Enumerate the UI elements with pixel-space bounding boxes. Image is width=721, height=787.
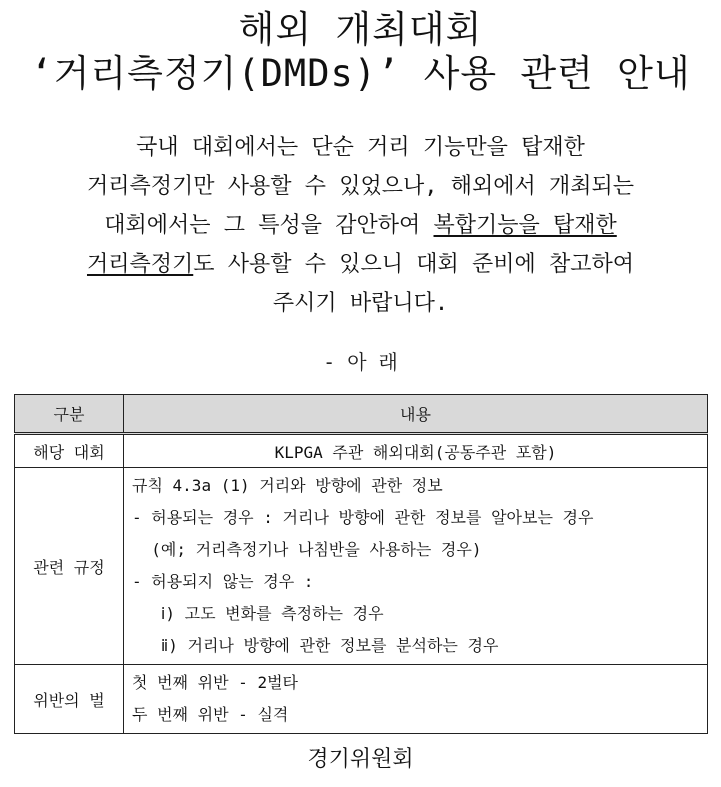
rule-line: ⅰ) 고도 변화를 측정하는 경우 (132, 604, 384, 623)
penalty-line: 두 번째 위반 - 실격 (132, 705, 289, 724)
section-mark: - 아 래 (323, 350, 398, 374)
intro-line-4-text: 도 사용할 수 있으니 대회 준비에 참고하여 (193, 252, 635, 277)
document-title-line-2: ‘거리측정기(DMDs)’ 사용 관련 안내 (30, 52, 691, 95)
rule-line: - 허용되는 경우 : 거리나 방향에 관한 정보를 알아보는 경우 (132, 508, 594, 527)
intro-highlight-multifunction: 복합기능을 탑재한 (433, 213, 617, 238)
target-event-text: KLPGA 주관 해외대회(공동주관 포함) (274, 442, 557, 462)
rule-line: - 허용되지 않는 경우 : (132, 572, 314, 591)
row-content-target-event (124, 434, 708, 468)
header-category: 구분 (15, 395, 124, 434)
intro-paragraph (0, 128, 721, 323)
document-title-line-1: 해외 개최대회 (238, 8, 483, 51)
table-row-penalty (15, 665, 708, 734)
row-label-related-rules: 관련 규정 (15, 468, 124, 665)
rule-line: 규칙 4.3a (1) 거리와 방향에 관한 정보 (132, 476, 443, 495)
table-row-related-rules (15, 468, 708, 665)
header-content: 내용 (124, 395, 708, 434)
intro-line-3-text: 대회에서는 그 특성을 감안하여 (104, 213, 434, 238)
penalty-line: 첫 번째 위반 - 2벌타 (132, 673, 298, 692)
info-table (14, 394, 708, 734)
intro-line-3 (0, 206, 721, 245)
intro-line-2: 거리측정기만 사용할 수 있었으나, 해외에서 개최되는 (86, 174, 635, 199)
row-label-target-event: 해당 대회 (15, 434, 124, 468)
issuer-name: 경기위원회 (307, 747, 414, 772)
row-label-penalty: 위반의 벌 (15, 665, 124, 734)
intro-highlight-rangefinder: 거리측정기 (86, 252, 194, 277)
rule-line: ⅱ) 거리나 방향에 관한 정보를 분석하는 경우 (132, 636, 499, 655)
intro-line-5: 주시기 바랍니다. (272, 291, 449, 316)
intro-line-4 (0, 245, 721, 284)
rule-line: (예; 거리측정기나 나침반을 사용하는 경우) (132, 540, 482, 559)
table-header-row (15, 395, 708, 434)
table-row-target-event (15, 434, 708, 468)
row-content-related-rules (124, 468, 708, 665)
intro-line-1: 국내 대회에서는 단순 거리 기능만을 탑재한 (136, 135, 585, 160)
row-content-penalty (124, 665, 708, 734)
